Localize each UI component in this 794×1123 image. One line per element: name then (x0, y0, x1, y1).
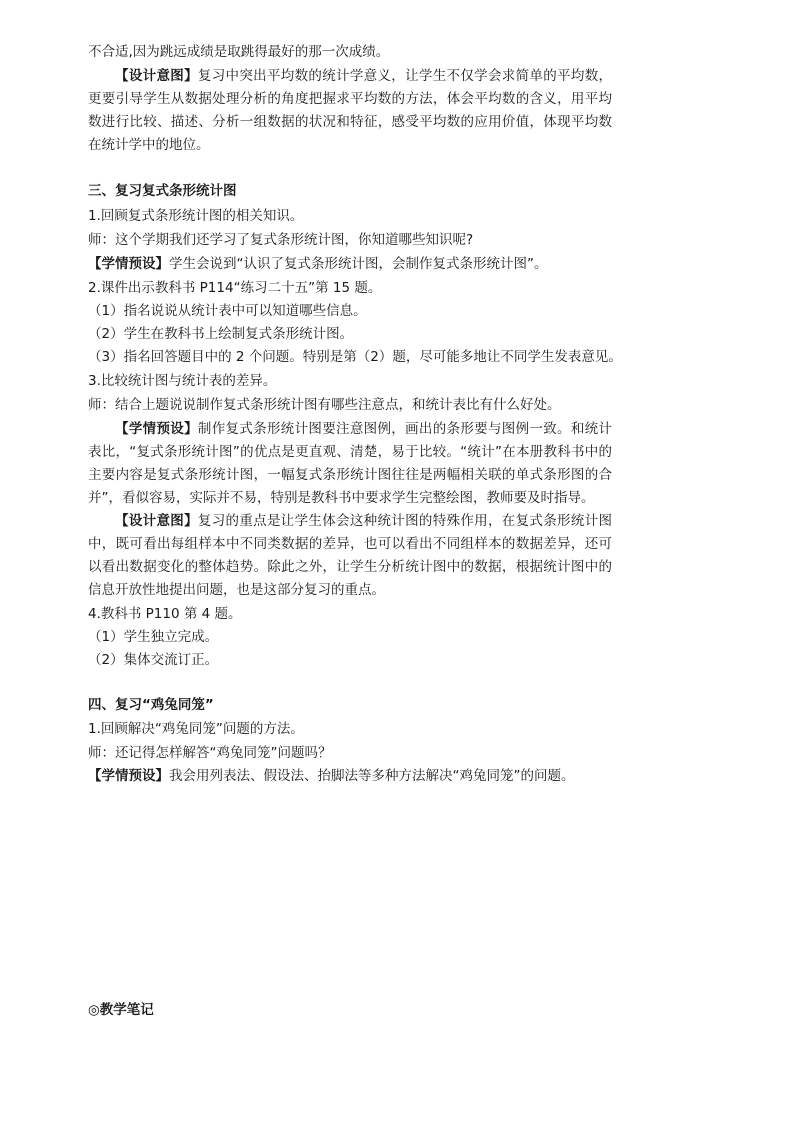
presupposition-text: 学生会说到“认识了复式条形统计图，会制作复式条形统计图”。 (169, 256, 548, 272)
design-intent-text: 复习的重点是让学生体会这种统计图的特殊作用，在复式条形统计图中，既可看出每组样本中不同类数据的差异，也可以看出不同组样本的数据差异，还可以看出数据变化的整体趋势。除此之外，让学生分析统计图中的数据，根据统计图中的信息开放性地提出问题，也是这部分复习的重点。 (88, 513, 613, 598)
design-intent-text: 复习中突出平均数的统计学意义，让学生不仅学会求简单的平均数，更要引导学生从数据处理分析的角度把握求平均数的方法，体会平均数的含义，用平均数进行比较、描述、分析一组数据的状况和特征，感受平均数的应用价值，体现平均数在统计学中的地位。 (88, 68, 613, 153)
section-4-item-1: 1.回顾解决“鸡兔同笼”问题的方法。 (88, 721, 304, 737)
design-intent-paragraph-2 (88, 510, 612, 602)
presupposition-text: 制作复式条形统计图要注意图例，画出的条形要与图例一致。和统计表比，“复式条形统计图”的优点是更直观、清楚，易于比较。“统计”在本册教科书中的主要内容是复式条形统计图，一幅复式条形统计图往往是两幅相关联的单式条形图的合并”，看似容易，实际并不易，特别是教科书中要求学生完整绘图，教师要及时指导。 (88, 421, 613, 506)
section-3-heading: 三、复习复式条形统计图 (88, 183, 237, 199)
design-intent-tag: 【设计意图】 (115, 513, 198, 529)
section-3-item-2: 2.课件出示教科书 P114“练习二十五”第 15 题。 (88, 280, 382, 296)
presupposition-1 (88, 256, 548, 273)
section-3-item-1: 1.回顾复式条形统计图的相关知识。 (88, 208, 304, 224)
section-3-item-4: 4.教科书 P110 第 4 题。 (88, 606, 242, 622)
sub-item-5: （2）集体交流订正。 (88, 652, 219, 668)
design-intent-tag: 【设计意图】 (115, 68, 198, 84)
presupposition-paragraph-2 (88, 418, 612, 510)
sub-item-1: （1）指名说说从统计表中可以知道哪些信息。 (88, 303, 367, 319)
section-4-heading: 四、复习“鸡兔同笼” (88, 697, 214, 713)
design-intent-paragraph-1 (88, 65, 612, 157)
presupposition-3 (88, 768, 575, 785)
section-3-item-3: 3.比较统计图与统计表的差异。 (88, 373, 277, 389)
sub-item-4: （1）学生独立完成。 (88, 629, 219, 645)
sub-item-2: （2）学生在教科书上绘制复式条形统计图。 (88, 326, 354, 342)
presupposition-text: 我会用列表法、假设法、抬脚法等多种方法解决“鸡兔同笼”的问题。 (169, 768, 575, 784)
presupposition-tag: 【学情预设】 (88, 768, 169, 784)
teacher-question-1: 师：这个学期我们还学习了复式条形统计图，你知道哪些知识呢? (88, 232, 474, 248)
sub-item-3: （3）指名回答题目中的 2 个问题。特别是第（2）题，尽可能多地让不同学生发表意见。 (88, 349, 622, 365)
teaching-notes-heading: ◎教学笔记 (88, 1002, 154, 1018)
top-fragment: 不合适,因为跳远成绩是取跳得最好的那一次成绩。 (88, 44, 390, 60)
teacher-question-2: 师：结合上题说说制作复式条形统计图有哪些注意点，和统计表比有什么好处。 (88, 397, 561, 413)
presupposition-tag: 【学情预设】 (115, 421, 198, 437)
teacher-question-3: 师：还记得怎样解答“鸡兔同笼”问题吗？ (88, 745, 332, 761)
presupposition-tag: 【学情预设】 (88, 256, 169, 272)
